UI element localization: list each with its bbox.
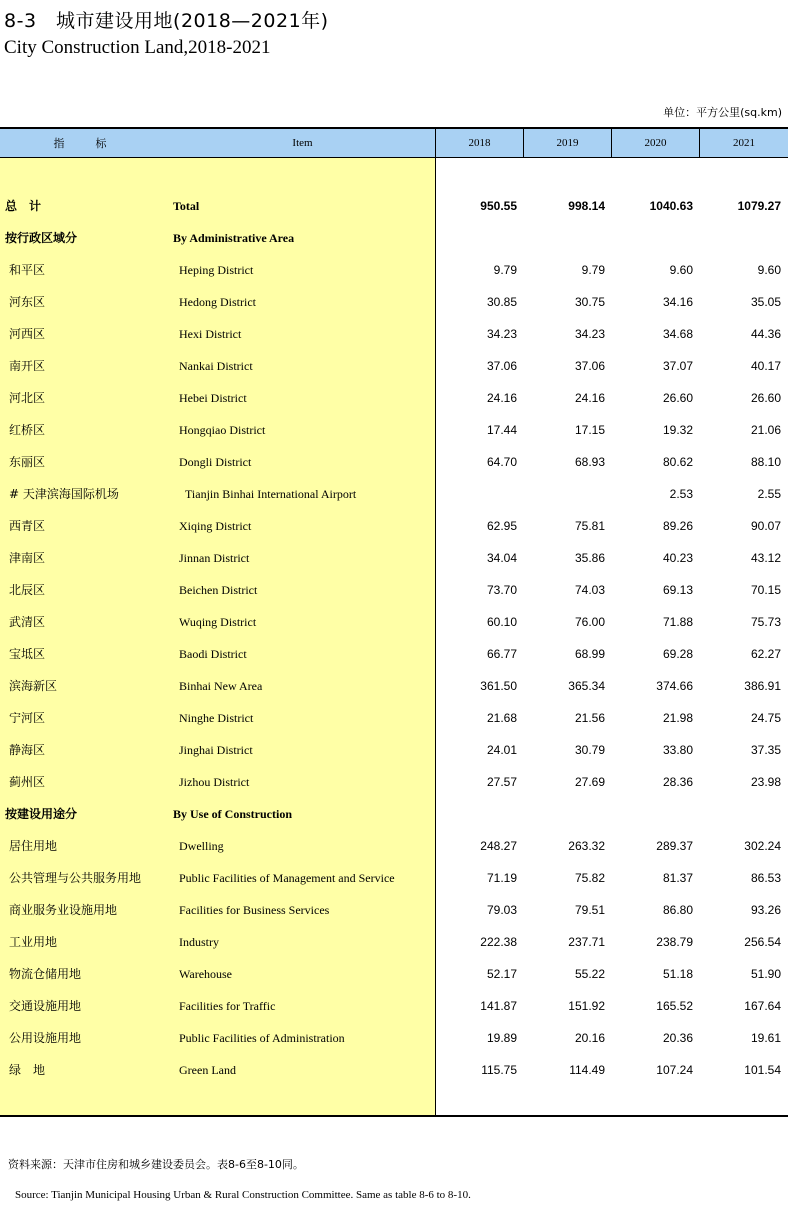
table-row <box>0 190 788 222</box>
table-row <box>0 382 788 414</box>
value-2020: 69.13 <box>662 583 693 597</box>
page-title-en: City Construction Land,2018-2021 <box>4 37 271 58</box>
row-label-en: Public Facilities of Management and Service <box>179 871 395 885</box>
header-year-2020: 2020 <box>644 137 667 149</box>
row-label-en: By Use of Construction <box>173 807 292 821</box>
table-row <box>0 542 788 574</box>
value-2021: 167.64 <box>744 999 781 1013</box>
row-label-en: Public Facilities of Administration <box>179 1031 345 1045</box>
value-2018: 9.79 <box>493 263 517 277</box>
value-2021: 70.15 <box>750 583 781 597</box>
value-2018: 21.68 <box>486 711 517 725</box>
table-body <box>0 190 788 1086</box>
value-2020: 40.23 <box>662 551 693 565</box>
row-label-cn: 河北区 <box>9 391 46 405</box>
value-2020: 9.60 <box>669 263 693 277</box>
value-2018: 66.77 <box>486 647 517 661</box>
value-2021: 37.35 <box>750 743 781 757</box>
row-label-cn: 东丽区 <box>9 455 46 469</box>
table-row <box>0 606 788 638</box>
value-2019: 365.34 <box>568 679 605 693</box>
value-2021: 256.54 <box>744 935 781 949</box>
value-2018: 64.70 <box>486 455 517 469</box>
row-label-cn: 西青区 <box>9 519 46 533</box>
value-2018: 62.95 <box>486 519 517 533</box>
table-row <box>0 830 788 862</box>
row-label-en: Hedong District <box>179 295 256 309</box>
row-label-en: Facilities for Traffic <box>179 999 276 1013</box>
value-2021: 86.53 <box>750 871 781 885</box>
value-2020: 26.60 <box>662 391 693 405</box>
value-2021: 88.10 <box>750 455 781 469</box>
value-2020: 107.24 <box>656 1063 693 1077</box>
table-row <box>0 894 788 926</box>
table-row <box>0 958 788 990</box>
table-row <box>0 766 788 798</box>
row-label-en: Tianjin Binhai International Airport <box>185 487 357 501</box>
value-2019: 237.71 <box>568 935 605 949</box>
row-label-cn: 物流仓储用地 <box>9 967 82 981</box>
table-row <box>0 286 788 318</box>
unit-label: 单位：平方公里(sq.km) <box>663 106 782 119</box>
header-year-2018: 2018 <box>468 137 491 149</box>
table-row <box>0 926 788 958</box>
value-2020: 33.80 <box>662 743 693 757</box>
value-2021: 1079.27 <box>737 199 781 213</box>
value-2019: 30.79 <box>574 743 605 757</box>
source-note-cn: 资料来源：天津市住房和城乡建设委员会。表8-6至8-10同。 <box>8 1158 304 1171</box>
page-title-cn: 8-3 城市建设用地(2018—2021年) <box>4 10 329 32</box>
row-label-cn: 和平区 <box>9 263 46 277</box>
row-label-en: Industry <box>179 935 219 949</box>
row-label-en: Warehouse <box>179 967 233 981</box>
value-2018: 34.23 <box>486 327 517 341</box>
value-2019: 114.49 <box>569 1063 605 1077</box>
row-label-cn: 按行政区域分 <box>5 231 78 245</box>
row-label-cn: 交通设施用地 <box>9 999 82 1013</box>
value-2019: 9.79 <box>581 263 605 277</box>
table-row <box>0 478 788 510</box>
row-label-en: Dwelling <box>179 839 224 853</box>
value-2019: 17.15 <box>574 423 605 437</box>
row-label-cn: 河东区 <box>9 295 46 309</box>
row-label-en: Xiqing District <box>179 519 252 533</box>
row-label-cn: 静海区 <box>9 743 46 757</box>
value-2019: 30.75 <box>574 295 605 309</box>
table-row <box>0 1022 788 1054</box>
value-2018: 950.55 <box>480 199 517 213</box>
value-2021: 386.91 <box>744 679 781 693</box>
row-label-en: Jinnan District <box>179 551 250 565</box>
value-2018: 30.85 <box>486 295 517 309</box>
table-row <box>0 574 788 606</box>
table-row <box>0 222 788 254</box>
table-row <box>0 990 788 1022</box>
value-2020: 20.36 <box>662 1031 693 1045</box>
value-2018: 19.89 <box>486 1031 517 1045</box>
row-label-en: Heping District <box>179 263 254 277</box>
value-2018: 248.27 <box>480 839 517 853</box>
row-label-cn: 总 计 <box>5 199 42 213</box>
row-label-en: Hebei District <box>179 391 247 405</box>
value-2018: 52.17 <box>486 967 517 981</box>
row-label-cn: 商业服务业设施用地 <box>9 903 118 917</box>
value-2021: 23.98 <box>750 775 781 789</box>
value-2020: 37.07 <box>662 359 693 373</box>
row-label-en: Ninghe District <box>179 711 254 725</box>
value-2020: 89.26 <box>662 519 693 533</box>
value-2018: 37.06 <box>486 359 517 373</box>
value-2021: 75.73 <box>750 615 781 629</box>
value-2019: 68.93 <box>574 455 605 469</box>
value-2020: 34.16 <box>662 295 693 309</box>
value-2019: 79.51 <box>574 903 605 917</box>
value-2019: 263.32 <box>568 839 605 853</box>
value-2021: 26.60 <box>750 391 781 405</box>
row-label-cn: 河西区 <box>9 327 46 341</box>
value-2018: 79.03 <box>486 903 517 917</box>
header-item: Item <box>292 137 313 149</box>
value-2020: 71.88 <box>662 615 693 629</box>
row-label-cn: 南开区 <box>9 359 46 373</box>
value-2019: 20.16 <box>574 1031 605 1045</box>
row-label-cn: 居住用地 <box>9 839 58 853</box>
table-row <box>0 734 788 766</box>
value-2019: 151.92 <box>568 999 605 1013</box>
value-2021: 90.07 <box>750 519 781 533</box>
value-2020: 289.37 <box>656 839 693 853</box>
value-2020: 51.18 <box>662 967 693 981</box>
value-2020: 81.37 <box>662 871 693 885</box>
header-indicator: 指 标 <box>53 137 117 150</box>
value-2021: 35.05 <box>750 295 781 309</box>
table-row <box>0 446 788 478</box>
row-label-en: Green Land <box>179 1063 236 1077</box>
value-2020: 34.68 <box>662 327 693 341</box>
row-label-cn: 工业用地 <box>9 935 58 949</box>
value-2020: 19.32 <box>662 423 693 437</box>
value-2020: 80.62 <box>662 455 693 469</box>
value-2020: 28.36 <box>662 775 693 789</box>
table-row <box>0 1054 788 1086</box>
value-2019: 35.86 <box>574 551 605 565</box>
table-row <box>0 510 788 542</box>
value-2018: 73.70 <box>486 583 517 597</box>
source-note-en: Source: Tianjin Municipal Housing Urban & Rural Construction Committee. Same as table 8-6 to 8-10. <box>15 1189 471 1201</box>
value-2019: 27.69 <box>574 775 605 789</box>
row-label-en: Binhai New Area <box>179 679 263 693</box>
value-2018: 24.01 <box>486 743 517 757</box>
row-label-en: Nankai District <box>179 359 253 373</box>
value-2020: 1040.63 <box>649 199 693 213</box>
value-2019: 55.22 <box>574 967 605 981</box>
row-label-cn: 绿 地 <box>9 1063 46 1077</box>
value-2018: 115.75 <box>481 1063 517 1077</box>
value-2021: 24.75 <box>750 711 781 725</box>
row-label-en: Baodi District <box>179 647 247 661</box>
row-label-en: Wuqing District <box>179 615 257 629</box>
value-2019: 76.00 <box>574 615 605 629</box>
value-2018: 222.38 <box>480 935 517 949</box>
value-2018: 24.16 <box>486 391 517 405</box>
value-2021: 9.60 <box>757 263 781 277</box>
value-2018: 17.44 <box>486 423 517 437</box>
table-row <box>0 350 788 382</box>
value-2019: 75.81 <box>574 519 605 533</box>
row-label-cn: 红桥区 <box>9 423 46 437</box>
value-2021: 44.36 <box>750 327 781 341</box>
table-row <box>0 702 788 734</box>
row-label-en: Dongli District <box>179 455 252 469</box>
header-year-2021: 2021 <box>733 137 755 149</box>
row-label-en: Beichen District <box>179 583 258 597</box>
value-2019: 75.82 <box>574 871 605 885</box>
row-label-cn: # 天津滨海国际机场 <box>9 487 119 501</box>
value-2019: 74.03 <box>574 583 605 597</box>
data-table <box>0 127 788 1117</box>
value-2020: 21.98 <box>662 711 693 725</box>
table-row <box>0 670 788 702</box>
value-2019: 998.14 <box>568 199 605 213</box>
row-label-cn: 武清区 <box>9 615 46 629</box>
value-2018: 60.10 <box>486 615 517 629</box>
value-2019: 24.16 <box>574 391 605 405</box>
row-label-cn: 津南区 <box>9 551 46 565</box>
table-header <box>0 127 788 158</box>
row-label-cn: 按建设用途分 <box>5 807 78 821</box>
value-2021: 101.54 <box>744 1063 781 1077</box>
row-label-en: Total <box>173 199 200 213</box>
value-2018: 71.19 <box>486 871 517 885</box>
value-2020: 86.80 <box>662 903 693 917</box>
row-label-en: Hongqiao District <box>179 423 266 437</box>
row-label-en: Hexi District <box>179 327 242 341</box>
row-label-cn: 蓟州区 <box>9 775 46 789</box>
value-2021: 302.24 <box>744 839 781 853</box>
row-label-en: By Administrative Area <box>173 231 295 245</box>
value-2019: 37.06 <box>574 359 605 373</box>
row-label-en: Jinghai District <box>179 743 253 757</box>
value-2021: 40.17 <box>750 359 781 373</box>
value-2021: 21.06 <box>750 423 781 437</box>
value-2019: 21.56 <box>574 711 605 725</box>
value-2021: 43.12 <box>750 551 781 565</box>
value-2019: 68.99 <box>574 647 605 661</box>
value-2018: 141.87 <box>480 999 517 1013</box>
row-label-cn: 宁河区 <box>9 711 46 725</box>
row-label-cn: 宝坻区 <box>9 647 46 661</box>
table-row <box>0 318 788 350</box>
value-2018: 34.04 <box>486 551 517 565</box>
value-2021: 2.55 <box>757 487 781 501</box>
table-bottom-rule <box>0 1115 788 1117</box>
value-2020: 374.66 <box>656 679 693 693</box>
table-row <box>0 862 788 894</box>
header-year-2019: 2019 <box>556 137 579 149</box>
row-label-cn: 公共管理与公共服务用地 <box>9 871 142 885</box>
row-label-cn: 北辰区 <box>9 583 46 597</box>
row-label-cn: 公用设施用地 <box>9 1031 82 1045</box>
value-2020: 2.53 <box>669 487 693 501</box>
value-2021: 19.61 <box>750 1031 781 1045</box>
value-2020: 238.79 <box>656 935 693 949</box>
value-2020: 165.52 <box>656 999 693 1013</box>
value-2019: 34.23 <box>574 327 605 341</box>
value-2021: 51.90 <box>750 967 781 981</box>
table-row <box>0 414 788 446</box>
table-row <box>0 254 788 286</box>
row-label-en: Jizhou District <box>179 775 250 789</box>
row-label-cn: 滨海新区 <box>9 679 58 693</box>
value-2021: 62.27 <box>750 647 781 661</box>
value-2020: 69.28 <box>662 647 693 661</box>
row-label-en: Facilities for Business Services <box>179 903 330 917</box>
table-row <box>0 638 788 670</box>
value-2018: 361.50 <box>480 679 517 693</box>
value-2021: 93.26 <box>750 903 781 917</box>
value-2018: 27.57 <box>486 775 517 789</box>
table-row <box>0 798 788 830</box>
